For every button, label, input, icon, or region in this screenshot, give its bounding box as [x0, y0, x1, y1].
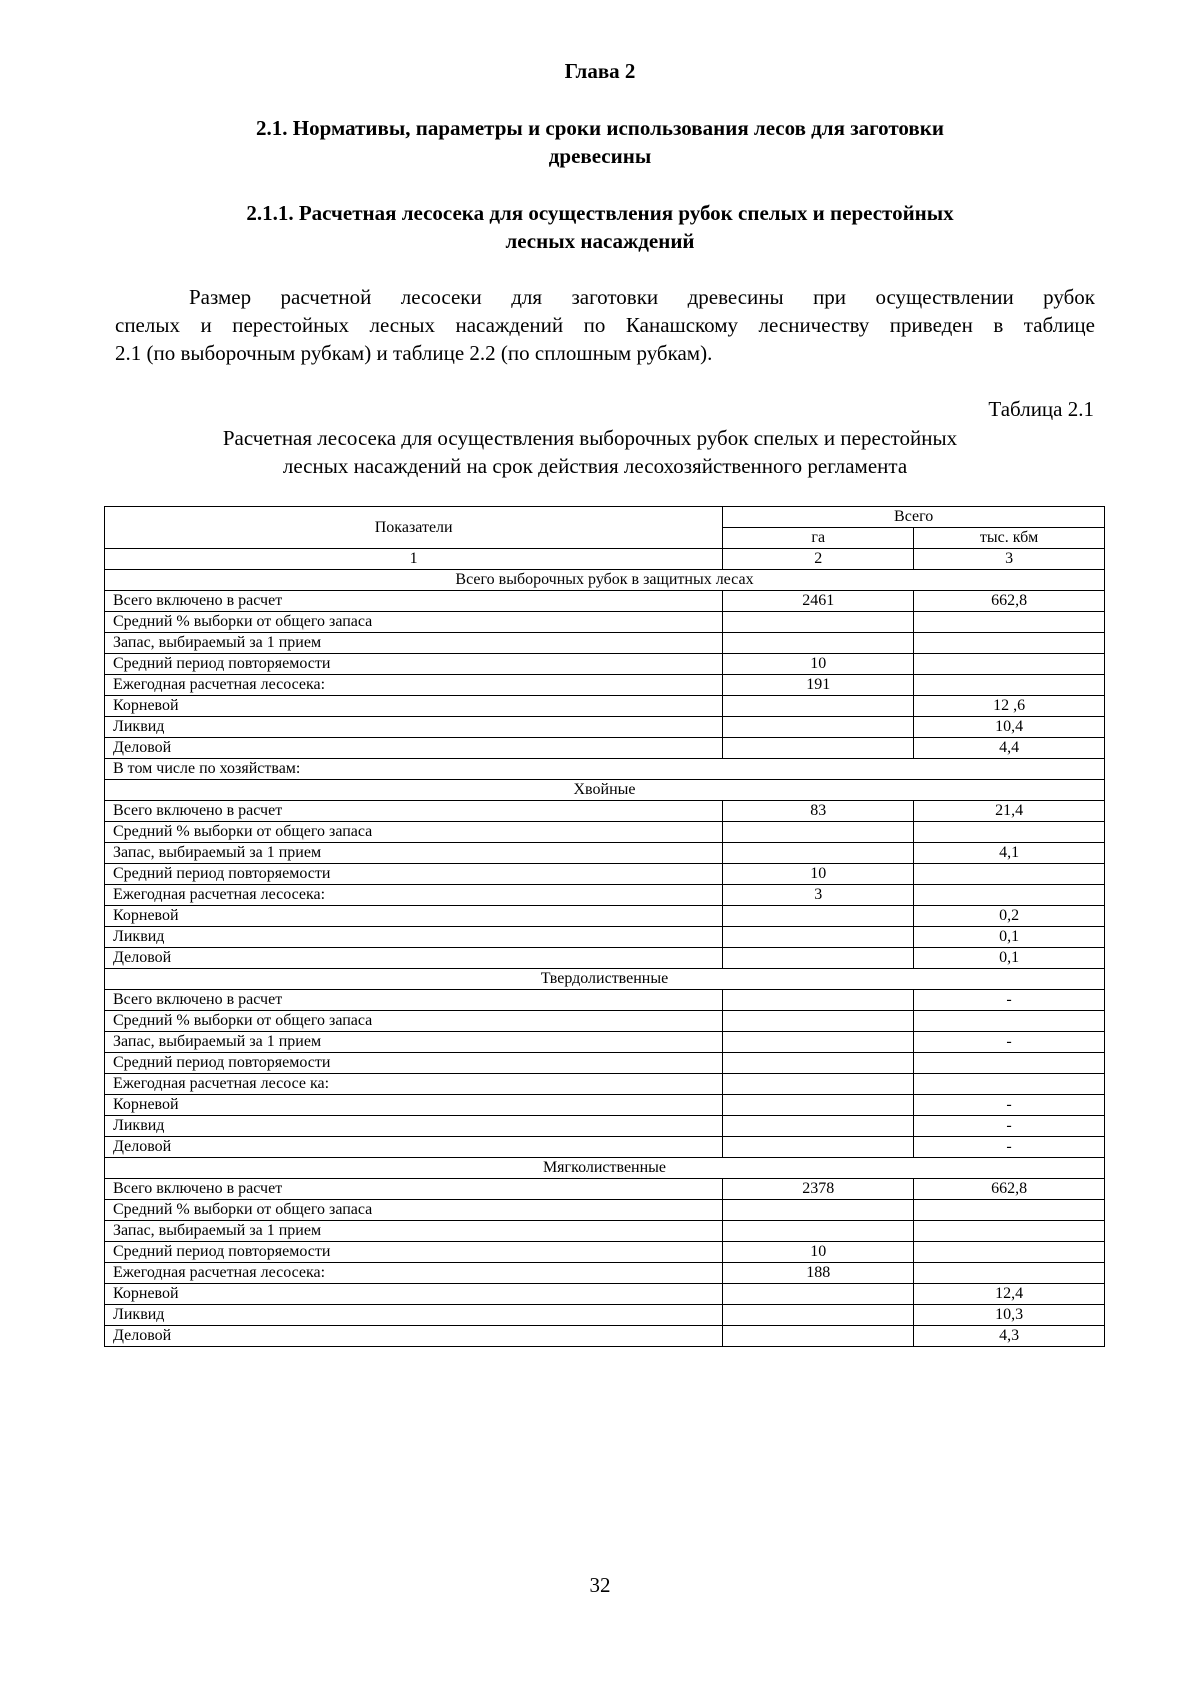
row-km-cell: -	[914, 1032, 1105, 1053]
row-km-cell: -	[914, 1137, 1105, 1158]
row-indicator-cell: Деловой	[105, 738, 723, 759]
table-row	[105, 1053, 1105, 1074]
row-ha-cell	[723, 1326, 914, 1347]
table-row	[105, 654, 1105, 675]
row-indicator-cell: Деловой	[105, 1137, 723, 1158]
section-label: Мягколиственные	[105, 1158, 1105, 1179]
row-km-cell	[914, 675, 1105, 696]
row-km-cell: 0,1	[914, 948, 1105, 969]
row-ha-cell	[723, 633, 914, 654]
row-indicator-cell: Корневой	[105, 696, 723, 717]
row-ha-cell	[723, 717, 914, 738]
row-indicator-cell: Средний % выборки от общего запаса	[105, 1200, 723, 1221]
row-indicator-cell: Средний % выборки от общего запаса	[105, 822, 723, 843]
table-row	[105, 1305, 1105, 1326]
subsection-title-line: 2.1.1. Расчетная лесосека для осуществления рубок спелых и перестойных	[246, 201, 954, 225]
section-label: Хвойные	[105, 780, 1105, 801]
table-row	[105, 717, 1105, 738]
row-indicator-cell: Запас, выбираемый за 1 прием	[105, 1032, 723, 1053]
row-indicator-cell: Ликвид	[105, 927, 723, 948]
row-km-cell: 4,3	[914, 1326, 1105, 1347]
table-row	[105, 1242, 1105, 1263]
row-indicator-cell: Корневой	[105, 1095, 723, 1116]
table-row	[105, 675, 1105, 696]
row-km-cell	[914, 1074, 1105, 1095]
header-km: тыс. кбм	[914, 528, 1105, 549]
table-row	[105, 1011, 1105, 1032]
row-ha-cell	[723, 1305, 914, 1326]
paragraph-line: Размер расчетной лесосеки для заготовки древесины при осуществлении рубок	[189, 285, 1095, 309]
table-row	[105, 1137, 1105, 1158]
section-title-line: древесины	[548, 144, 652, 168]
table-row	[105, 738, 1105, 759]
header-total: Всего	[723, 507, 1105, 528]
row-km-cell	[914, 1221, 1105, 1242]
section-title	[0, 114, 1200, 170]
row-ha-cell	[723, 1011, 914, 1032]
table-row	[105, 864, 1105, 885]
row-ha-cell: 2461	[723, 591, 914, 612]
row-indicator-cell: Средний % выборки от общего запаса	[105, 612, 723, 633]
page-number: 32	[589, 1573, 611, 1597]
row-indicator-cell: Всего включено в расчет	[105, 801, 723, 822]
row-ha-cell: 188	[723, 1263, 914, 1284]
section-label: Всего выборочных рубок в защитных лесах	[105, 570, 1105, 591]
table-row	[105, 822, 1105, 843]
row-km-cell	[914, 885, 1105, 906]
row-indicator-cell: Всего включено в расчет	[105, 1179, 723, 1200]
row-km-cell: -	[914, 1116, 1105, 1137]
allowable-cut-table	[104, 506, 1105, 1347]
row-ha-cell	[723, 927, 914, 948]
row-indicator-cell: Корневой	[105, 1284, 723, 1305]
intro-paragraph	[115, 283, 1095, 367]
table-row	[105, 948, 1105, 969]
row-indicator-cell: Запас, выбираемый за 1 прием	[105, 843, 723, 864]
row-ha-cell	[723, 906, 914, 927]
row-ha-cell: 2378	[723, 1179, 914, 1200]
section-title-line: 2.1. Нормативы, параметры и сроки использования лесов для заготовки	[256, 116, 944, 140]
table-header-row	[105, 507, 1105, 528]
row-indicator-cell: Средний период повторяемости	[105, 1053, 723, 1074]
row-km-cell: 4,4	[914, 738, 1105, 759]
row-indicator-cell: Ежегодная расчетная лесосека:	[105, 675, 723, 696]
table-row	[105, 1179, 1105, 1200]
row-ha-cell	[723, 1053, 914, 1074]
column-numbers-row	[105, 549, 1105, 570]
row-km-cell: 662,8	[914, 591, 1105, 612]
row-indicator-cell: Средний период повторяемости	[105, 1242, 723, 1263]
row-ha-cell	[723, 612, 914, 633]
row-ha-cell	[723, 1137, 914, 1158]
row-km-cell	[914, 654, 1105, 675]
subsection-title	[0, 199, 1200, 255]
table-row	[105, 927, 1105, 948]
row-indicator-cell: Ликвид	[105, 717, 723, 738]
row-km-cell	[914, 1200, 1105, 1221]
table-number: Таблица 2.1	[988, 397, 1094, 421]
header-indicator: Показатели	[105, 507, 723, 549]
row-indicator-cell: Ежегодная расчетная лесосека:	[105, 1263, 723, 1284]
header-ha: га	[723, 528, 914, 549]
row-indicator-cell: Средний период повторяемости	[105, 864, 723, 885]
table-row	[105, 1074, 1105, 1095]
table-body	[105, 570, 1105, 1347]
row-km-cell: 10,4	[914, 717, 1105, 738]
row-indicator-cell: Всего включено в расчет	[105, 990, 723, 1011]
table-row	[105, 612, 1105, 633]
row-ha-cell: 10	[723, 864, 914, 885]
row-ha-cell	[723, 696, 914, 717]
row-indicator-cell: Ликвид	[105, 1305, 723, 1326]
row-indicator-cell: Корневой	[105, 906, 723, 927]
row-ha-cell	[723, 948, 914, 969]
table-row	[105, 1326, 1105, 1347]
table-row	[105, 1200, 1105, 1221]
row-km-cell: -	[914, 1095, 1105, 1116]
paragraph-line: 2.1 (по выборочным рубкам) и таблице 2.2 (по сплошным рубкам).	[115, 341, 713, 365]
column-number: 3	[914, 549, 1105, 570]
row-ha-cell	[723, 822, 914, 843]
row-indicator-cell: Запас, выбираемый за 1 прием	[105, 633, 723, 654]
table-row	[105, 591, 1105, 612]
row-km-cell: 12,4	[914, 1284, 1105, 1305]
row-ha-cell: 3	[723, 885, 914, 906]
note-label: В том числе по хозяйствам:	[105, 759, 1105, 780]
row-km-cell	[914, 1242, 1105, 1263]
table-row	[105, 1221, 1105, 1242]
table-row	[105, 906, 1105, 927]
table-caption-line: Расчетная лесосека для осуществления выборочных рубок спелых и перестойных	[222, 426, 958, 450]
table-row	[105, 843, 1105, 864]
row-ha-cell	[723, 1032, 914, 1053]
table-row	[105, 1116, 1105, 1137]
row-ha-cell: 83	[723, 801, 914, 822]
row-km-cell: 0,2	[914, 906, 1105, 927]
row-km-cell: 662,8	[914, 1179, 1105, 1200]
table-note-row	[105, 759, 1105, 780]
table-row	[105, 1263, 1105, 1284]
table-section-row	[105, 780, 1105, 801]
row-ha-cell	[723, 1200, 914, 1221]
table-row	[105, 990, 1105, 1011]
row-indicator-cell: Деловой	[105, 1326, 723, 1347]
chapter-heading: Глава 2	[564, 59, 636, 83]
table-row	[105, 1284, 1105, 1305]
row-ha-cell	[723, 738, 914, 759]
row-indicator-cell: Средний % выборки от общего запаса	[105, 1011, 723, 1032]
table-caption-line: лесных насаждений на срок действия лесохозяйственного регламента	[282, 454, 908, 478]
row-ha-cell	[723, 843, 914, 864]
row-indicator-cell: Ликвид	[105, 1116, 723, 1137]
table-section-row	[105, 1158, 1105, 1179]
row-km-cell: -	[914, 990, 1105, 1011]
column-number: 1	[105, 549, 723, 570]
column-number: 2	[723, 549, 914, 570]
row-indicator-cell: Ежегодная расчетная лесосека:	[105, 885, 723, 906]
row-ha-cell	[723, 1221, 914, 1242]
row-ha-cell	[723, 1116, 914, 1137]
row-indicator-cell: Средний период повторяемости	[105, 654, 723, 675]
table-row	[105, 885, 1105, 906]
row-km-cell	[914, 633, 1105, 654]
row-ha-cell	[723, 1095, 914, 1116]
table-row	[105, 1032, 1105, 1053]
row-km-cell: 0,1	[914, 927, 1105, 948]
section-label: Твердолиственные	[105, 969, 1105, 990]
table-caption	[0, 424, 1200, 480]
table-section-row	[105, 969, 1105, 990]
row-ha-cell	[723, 1284, 914, 1305]
row-ha-cell: 191	[723, 675, 914, 696]
table-row	[105, 633, 1105, 654]
row-ha-cell	[723, 1074, 914, 1095]
row-indicator-cell: Всего включено в расчет	[105, 591, 723, 612]
row-ha-cell	[723, 990, 914, 1011]
row-indicator-cell: Ежегодная расчетная лесосе ка:	[105, 1074, 723, 1095]
row-indicator-cell: Деловой	[105, 948, 723, 969]
row-km-cell	[914, 1263, 1105, 1284]
row-indicator-cell: Запас, выбираемый за 1 прием	[105, 1221, 723, 1242]
row-km-cell	[914, 612, 1105, 633]
row-km-cell: 21,4	[914, 801, 1105, 822]
table-row	[105, 696, 1105, 717]
paragraph-line: спелых и перестойных лесных насаждений по Канашскому лесничеству приведен в таблице	[115, 313, 1095, 337]
row-km-cell	[914, 822, 1105, 843]
table-row	[105, 801, 1105, 822]
table-section-row	[105, 570, 1105, 591]
row-km-cell: 4,1	[914, 843, 1105, 864]
row-km-cell: 10,3	[914, 1305, 1105, 1326]
row-km-cell	[914, 1053, 1105, 1074]
row-km-cell	[914, 864, 1105, 885]
table-row	[105, 1095, 1105, 1116]
row-km-cell: 12 ,6	[914, 696, 1105, 717]
row-km-cell	[914, 1011, 1105, 1032]
subsection-title-line: лесных насаждений	[505, 229, 695, 253]
row-ha-cell: 10	[723, 1242, 914, 1263]
row-ha-cell: 10	[723, 654, 914, 675]
